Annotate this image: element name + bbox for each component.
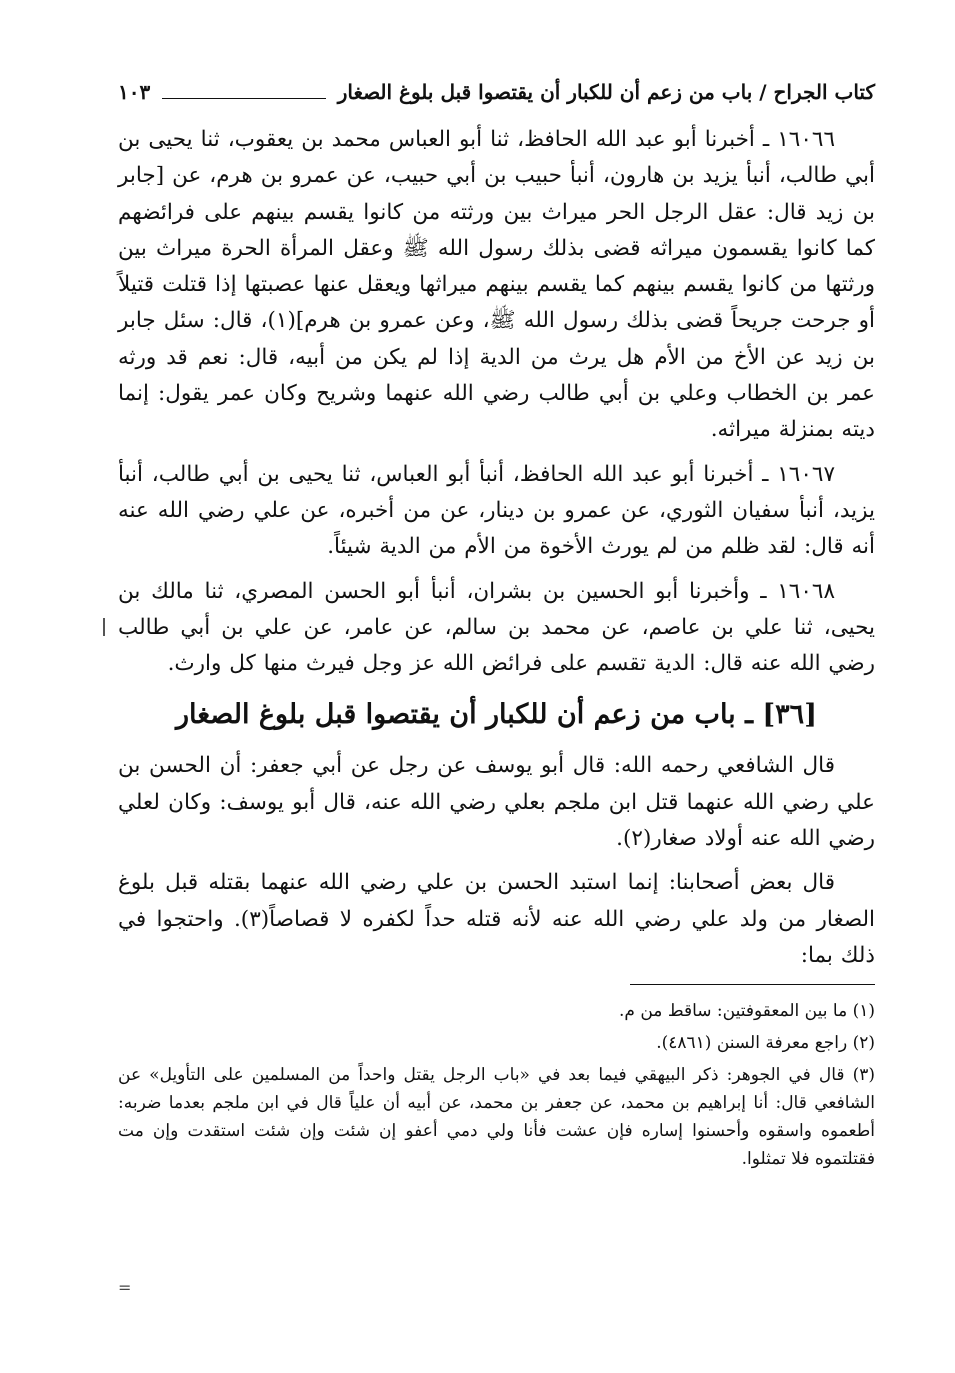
header-title: كتاب الجراح / باب من زعم أن للكبار أن يقتصوا قبل بلوغ الصغار (337, 80, 875, 104)
margin-mark: = (118, 1278, 132, 1297)
footnote-divider (630, 984, 875, 985)
margin-tick (103, 618, 105, 636)
hadith-paragraph: ١٦٠٦٨ ـ وأخبرنا أبو الحسين بن بشران، أنبأ أبو الحسن المصري، ثنا مالك بن يحيى، ثنا علي بن عاصم، عن محمد بن سالم، عن عامر، عن علي بن أبي طالب رضي الله عنه قال: الدية تقسم على فرائض الله عز وجل فيرث منها كل وارث. (118, 578, 875, 677)
hadith-paragraph: ١٦٠٦٧ ـ أخبرنا أبو عبد الله الحافظ، أنبأ أبو العباس، ثنا يحيى بن أبي طالب، أنبأ يزيد، أنبأ سفيان الثوري، عن عمرو بن دينار، عن من أخبره، عن علي رضي الله عنه أنه قال: لقد ظلم من لم يورث الأخوة من الأم من الدية شيئاً. (118, 461, 875, 560)
footnote: (٣) قال في الجوهر: ذكر البيهقي فيما بعد في «باب الرجل يقتل واحداً من المسلمين على التأويل» عن الشافعي قال: أنا إبراهيم بن محمد، عن جعفر بن محمد، عن أبيه أن علياً قال في ابن ملجم بعدما ضربه: أطعموه واسقوه وأحسنوا إساره فإن عشت فأنا ولي دمي أعفو إن شئت وإن شئت استقدت وإن مت فقتلتموه فلا تمثلوا. (118, 1065, 875, 1170)
running-header (118, 72, 875, 112)
chapter-title: [٣٦] ـ باب من زعم أن للكبار أن يقتصوا قبل بلوغ الصغار (176, 699, 817, 731)
book-page (118, 72, 875, 1177)
page-number: ١٠٣ (118, 80, 151, 104)
footnote: (٢) راجع معرفة السنن (٤٨٦١). (656, 1033, 875, 1054)
chapter-paragraph: قال الشافعي رحمه الله: قال أبو يوسف عن رجل عن أبي جعفر: أن الحسن بن علي رضي الله عنهما قتل ابن ملجم بعلي رضي الله عنه، قال أبو يوسف: وكان لعلي رضي الله عنه أولاد صغار(٢). (118, 753, 875, 852)
hadith-paragraph: ١٦٠٦٦ ـ أخبرنا أبو عبد الله الحافظ، ثنا أبو العباس محمد بن يعقوب، ثنا يحيى بن أبي طالب، أنبأ يزيد بن هارون، أنبأ حبيب بن أبي حبيب، عن عمرو بن هرم، عن [جابر بن زيد قال: عقل الرجل الحر ميراث بين ورثته من كانوا يقسم بينهم على فرائضهم كما كانوا يقسمون ميراثه قضى بذلك رسول الله ﷺ وعقل المرأة الحرة ميراث بين ورثتها من كانوا يقسم بينهم كما يقسم بينهم ميراثها ويعقل عنها عصبتها إذا قتلت قتيلاً أو جرحت جريحاً قضى بذلك رسول الله ﷺ، وعن عمرو بن هرم](١)، قال: سئل جابر بن زيد عن الأخ من الأم هل يرث من الدية إذا لم يكن من أبيه، قال: نعم قد ورثه عمر بن الخطاب وعلي بن أبي طالب رضي الله عنهما وشريح وكان عمر يقول: إنما ديته بمنزلة ميراثه. (118, 127, 875, 443)
chapter-paragraph: قال بعض أصحابنا: إنما استبد الحسن بن علي رضي الله عنهما بقتله قبل بلوغ الصغار من ولد علي رضي الله عنه لأنه قتله حداً لكفره لا قصاصاً(٣). واحتجوا في ذلك بما: (118, 870, 875, 968)
header-rule (162, 98, 325, 99)
footnote: (١) ما بين المعقوفتين: ساقط من م. (619, 1001, 875, 1022)
